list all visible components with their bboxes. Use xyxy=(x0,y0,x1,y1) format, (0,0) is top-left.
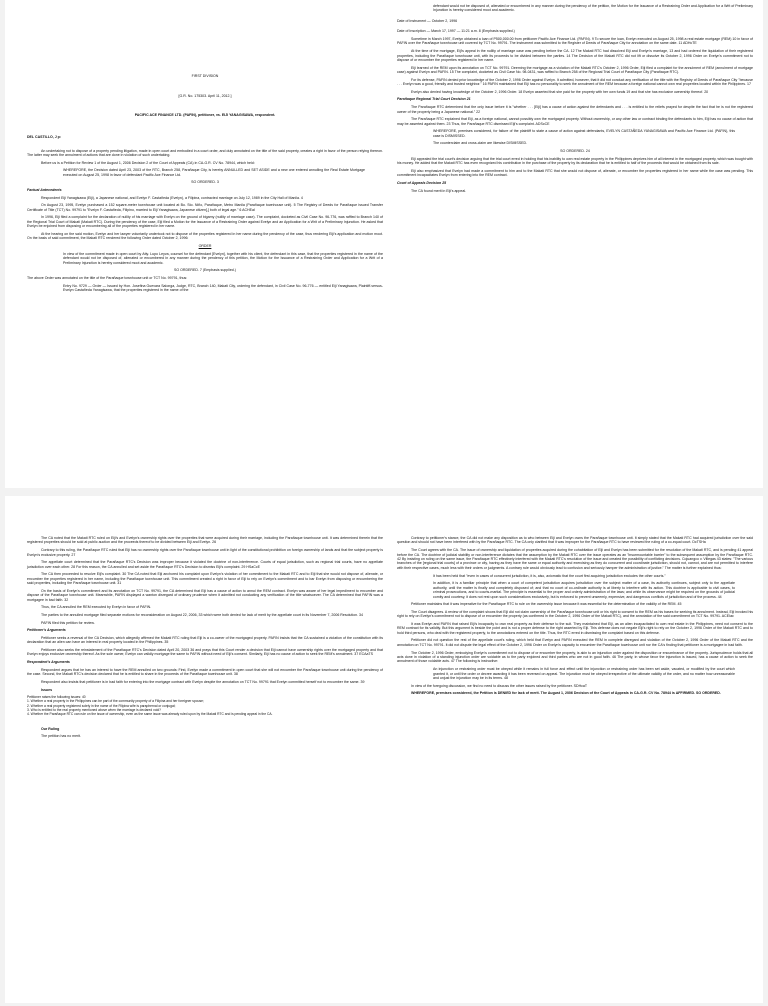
section-heading: Petitioner's Arguments xyxy=(27,628,66,633)
quoted-dispositive: WHEREFORE, the Decision dated April 23, 2003 of the RTC, Branch 258, Parañaque City, is hereby ANNULLED and SET ASIDE and a new one entered annulling the Real Estate Mortgage executed on August 25, 1998 in favor of defendant Pacific Ace Finance Ltd. xyxy=(63,168,365,177)
paragraph: Thus, the CA annulled the REM executed by Evelyn in favor of PAFIN. xyxy=(41,605,152,610)
paragraph: PAFIN filed this petition for review. xyxy=(41,620,95,625)
paragraph: The petition has no merit. xyxy=(41,734,82,739)
dispositive-paragraph: WHEREFORE, premises considered, the Petition is DENIED for lack of merit. The August 1, 2006 Decision of the Court of Appeals in CA-G.R. CV No. 78944 is AFFIRMED. SO ORDERED. xyxy=(411,691,721,696)
so-ordered: SO ORDERED. 7 (Emphasis supplied.) xyxy=(174,268,236,273)
order-title: ORDER xyxy=(198,244,212,249)
paragraph: The Parañaque RTC explained that Eiji, as a foreign national, cannot possibly own the mortgaged property. Without ownership, or any other law or contract binding the defendants to him, Eiji has no cause of action that may be asserted against them. 23 Thus, the Parañaque RTC dismissed Eiji's complaint. ADScCE xyxy=(397,117,753,126)
paragraph: The CA found merit in Eiji's appeal. xyxy=(411,188,467,193)
paragraph: The CA noted that the Makati RTC ruled on Eiji's and Evelyn's ownership rights over the properties that were acquired during their marriage, including the Parañaque townhouse unit. It was determined therein that the registered properties should be sold at public auction and the proceeds thereof to be divided between Eiji and Evelyn. 26 xyxy=(27,536,383,545)
section-heading: Parañaque Regional Trial Court Decision 21 xyxy=(397,97,471,102)
paragraph: Sometime in March 1997, Evelyn obtained a loan of P500,000.00 from petitioner Pacific Ace Finance Ltd. (PAFIN). 9 To secure the loan, Evelyn executed on August 25, 1998 a real estate mortgage (REM) 10 in favor of PAFIN over the Parañaque townhouse unit covered by TCT No. 99791. The instrument was submitted to the Register of Deeds of Parañaque City for annotation on the same date. 11 ADHcTE xyxy=(397,37,753,46)
paragraph: The Court agrees with the CA. The issue of ownership and liquidation of properties acquired during the cohabitation of Eiji and Evelyn has been submitted for the resolution of the Makati RTC, and is pending 41 appeal before the CA. The doctrine of judicial stability or non-interference dictates that the assumption by the Makati RTC over the issue operates as an "insurmountable barrier" to the subsequent assumption by the Parañaque RTC. 42 By insisting on ruling on the same issue, the Parañaque RTC effectively interfered with the Makati RTC's resolution of the issue and created the possibility of conflicting decisions. Cojuangco v. Villegas 43 states: "The various branches of the [regional trial courts] of a province or city, having as they have the same or equal authority and exercising as they do concurrent and coordinate jurisdiction, should not, cannot, and are not permitted to interfere with their respective cases, much less with their orders or judgments. A contrary rule would obviously lead to confusion and seriously hamper the administration of justice." The matter is further explained thus: xyxy=(397,548,753,570)
ruling-heading: Our Ruling xyxy=(41,726,60,731)
case-parties: PACIFIC ACE FINANCE LTD. (PAFIN), petitioner, vs. EIJI YANAGISAWA, respondent. xyxy=(134,113,276,118)
paragraph: Contrary to this ruling, the Parañaque RTC ruled that Eiji has no ownership rights over the Parañaque townhouse unit in light of the constitutional prohibition on foreign ownership of lands and that the subject property is Evelyn's exclusive property. 27 xyxy=(27,548,383,557)
paragraph: An undertaking not to dispose of a property pending litigation, made in open court and embodied in a court order, and duly annotated on the title of the said property, creates a right in favor of the person relying thereon. The latter may seek the annulment of actions that are done in violation of such undertaking. xyxy=(27,148,383,158)
page1-right-column xyxy=(397,4,753,196)
paragraph: Respondent Eiji Yanagisawa (Eiji), a Japanese national, and Evelyn F. Castañeda (Evelyn), a Filipina, contracted marriage on July 12, 1989 in the City Hall of Manila. 4 xyxy=(41,195,303,200)
paragraph: Contrary to petitioner's stance, the CA did not make any disposition as to who between Eiji and Evelyn owns the Parañaque townhouse unit. It simply stated that the Makati RTC had acquired jurisdiction over the said question and should not have been interfered with by the Parañaque RTC. The CA only clarified that it was improper for the Parañaque RTC to have reviewed the ruling of a co-equal court. DcTSHa xyxy=(397,536,753,545)
paragraph: The parties to the annulled mortgage filed separate motions for reconsideration on August 22, 2006, 33 which were both denied for lack of merit by the appellate court in its November 7, 2006 Resolution. 34 xyxy=(41,613,363,618)
issues-intro: Petitioner raises the following issues: 40 xyxy=(27,695,86,700)
paragraph: Eiji appealed the trial court's decision arguing that the trial court erred in holding that his inability to own real estate property in the Philippines deprives him of all interest in the mortgaged property, which was bought with his money. He added that the Makati RTC has even recognized his contribution in the purchase of the property by its declaration that he is entitled to half of the proceeds that would be obtained from its sale. xyxy=(397,156,753,166)
case-number: [G.R. No. 175303. April 11, 2012.] xyxy=(178,93,232,98)
section-heading: Court of Appeals Decision 25 xyxy=(397,180,447,185)
issue-item: 4. Whether the Parañaque RTC can rule on the issue of ownership, even as the same issue was already ruled upon by the Makati RTC and is pending appeal in the CA. xyxy=(27,712,273,717)
quoted-dispositive: The counterclaim and cross-claim are likewise DISMISSED. xyxy=(433,141,528,146)
quoted-entry-continued: defendant would not be disposed of, alienated or encumbered in any manner during the pendency of the petition, the Motion for the Issuance of a Restraining Order and Application for a Writ of Preliminary Injunction is hereby considered moot and academic. xyxy=(433,4,753,13)
paragraph: On August 23, 1995, Evelyn purchased a 152 square-meter townhouse unit located at Bo. Sto. Niño, Parañaque, Metro Manila (Parañaque townhouse unit). 5 The Registry of Deeds for Parañaque issued Transfer Certificate of Title (TCT) No. 99791 to "Evelyn F. Castañeda, Filipino, married to Eiji Yanagisawa, Japanese citizen[,] both of legal age." 6 ACHEaI xyxy=(27,203,383,212)
paragraph: The Parañaque RTC determined that the only issue before it is "whether . . . [Eiji] has a cause of action against the defendants and . . . is entitled to the reliefs prayed for despite the fact that he is not the registered owner of the property being a Japanese national." 22 xyxy=(397,105,753,114)
issues-heading: Issues xyxy=(41,687,53,692)
issue-item: 3. Who is entitled to the real property mentioned above when the marriage is declared void? xyxy=(27,708,161,713)
paragraph: Eiji also emphasized that Evelyn had made a commitment to him and to the Makati RTC that she would not dispose of, alienate, or encumber the properties registered in her name while the case was pending. This commitment incapacitates Evelyn from entering into the REM contract. xyxy=(397,168,753,178)
paragraph: Petitioner seeks a reversal of the CA Decision, which allegedly affirmed the Makati RTC ruling that Eiji is a co-owner of the mortgaged property. PAFIN insists that the CA sustained a violation of the constitution with its declaration that an alien can have an interest in real property located in the Philippines. 35 xyxy=(27,635,383,645)
ponente: DEL CASTILLO, J p: xyxy=(27,134,62,139)
quoted-entry: Entry No. 9729 — Order — Issued by Hon. Josefina Guevara Salonga, Judge, RTC, Branch 140, Makati City, ordering the defendant, in Civil Case No. 96-776 — entitled Eiji Yanagisawa, Plaintiff-versus-Evelyn Castañeda Yanagisawa, that the properties registered in the name of the xyxy=(63,283,383,292)
paragraph: The CA then proceeded to resolve Eiji's complaint. 30 The CA noted that Eiji anchored his complaint upon Evelyn's violation of her commitment to the Makati RTC and to Eiji that she would not dispose of, alienate, or encumber the properties registered in her name, including the Parañaque townhouse unit. This commitment created a right in favor of Eiji to rely on Evelyn's commitment and to bar Evelyn from disposing or encumbering the said properties, including the Parañaque townhouse unit. 31 xyxy=(27,572,383,586)
paragraph: The appellate court determined that the Parañaque RTC's Decision was improper because it violated the doctrine of non-interference. Courts of equal jurisdiction, such as regional trial courts, have no appellate jurisdiction over each other. 28 For this reason, the CA annulled and set aside the Parañaque RTC's Decision to dismiss Eiji's complaint. 29 HSaCcE xyxy=(27,560,383,569)
division-heading: FIRST DIVISION xyxy=(191,74,219,78)
date-of-inscription: Date of Inscription — March 17, 1997 — 11:21 a.m. 8 (Emphasis supplied.) xyxy=(397,29,515,34)
so-ordered: SO ORDERED. 3 xyxy=(191,180,219,185)
paragraph: Respondent argues that he has an interest to have the REM annulled on two grounds: First, Evelyn made a commitment in open court that she will not encumber the Parañaque townhouse unit during the pendency of the case. Second, the Makati RTC's decision declared that he is entitled to share in the proceeds of the Parañaque townhouse unit. 38 xyxy=(27,667,383,677)
paragraph: Respondent also insists that petitioner is in bad faith for entering into the mortgage contract with Evelyn despite the annotation on TCT No. 99791 that Evelyn committed herself not to encumber the same. 39 xyxy=(41,679,365,684)
paragraph: In view of the foregoing discussion, we find no need to discuss the other issues raised by the petitioner. SDHcaT xyxy=(411,683,588,688)
paragraph: Petitioner did not question the rest of the appellate court's ruling, which held that Evelyn and PAFIN executed the REM in complete disregard and violation of the October 2, 1996 Order of the Makati RTC and the annotation on TCT No. 99791. It did not dispute the legal effect of the October 2, 1996 Order on Evelyn's capacity to encumber the Parañaque townhouse unit nor the CA's finding that petitioner is a mortgagee in bad faith. xyxy=(397,638,753,647)
quoted-order: In view of the commitment made in open court by Atty. Lupo Leyva, counsel for the defendant [Evelyn], together with his client, the defendant in this case, that the properties registered in the name of the defendant would not be disposed of, alienated or encumbered in any manner during the pendency of this petition, the Motion for the Issuance of a Restraining Order and Application for a Writ of a Preliminary Injunction is hereby considered moot and academic. xyxy=(63,251,383,265)
paragraph: It was Evelyn and PAFIN that raised Eiji's incapacity to own real property as their defense to the suit. They maintained that Eiji, as an alien incapacitated to own real estate in the Philippines, need not consent to the REM contract for its validity. But this argument is beside the point and is not a proper defense to the right asserted by Eiji. This defense does not negate Eiji's right to rely on the October 2, 1996 Order of the Makati RTC and to hold third persons, who deal with the registered property, to the annotations entered on the title. Thus, the RTC erred in dismissing the complaint based on this defense. xyxy=(397,621,753,635)
issue-item: 1. Whether a real property in the Philippines can be part of the community property of a Filipina and her foreigner spouse; xyxy=(27,699,204,704)
page2-left-column xyxy=(27,500,383,742)
page1-left-column xyxy=(27,4,383,296)
paragraph: On the basis of Evelyn's commitment and its annotation on TCT No. 99791, the CA determined that Eiji has a cause of action to annul the REM contract. Evelyn was aware of her legal impediment to encumber and dispose of the Parañaque townhouse unit. Meanwhile, PAFIN displayed a wanton disregard of ordinary prudence when it admitted not conducting any verification of the title whatsoever. The CA determined that PAFIN was a mortgagee in bad faith. 32 xyxy=(27,588,383,602)
paragraph: Petitioner also seeks the reinstatement of the Parañaque RTC's Decision dated April 20, 2003 36 and prays that this Court render a decision that Eiji cannot have ownership rights over the mortgaged property and that Evelyn enjoys exclusive ownership thereof. As the sole owner, Evelyn can validly mortgage the same to PAFIN without need of Eiji's consent. Similarly, Eiji has no cause of action to seek the REM's annulment. 37 ECAaTS xyxy=(27,648,383,657)
quoted-dispositive: WHEREFORE, premises considered, for failure of the plaintiff to state a cause of action against defendants, EVELYN CASTAÑEDA YANAGISAWA and Pacific Ace Finance Ltd. (PAFIN), this case is DISMISSED. xyxy=(433,129,735,138)
quoted-text: An injunction or restraining order must be obeyed while it remains in full force and effect until the injunction or restraining order has been set aside, vacated, or modified by the court which granted it, or until the order or decree awarding it has been reversed on appeal. The injunction must be obeyed irrespective of the ultimate validity of the order, and no matter how unreasonable and unjust the injunction may be in its terms. 48 xyxy=(433,667,735,681)
document-page-2 xyxy=(5,496,763,1003)
paragraph: The October 2, 1996 Order, embodying Evelyn's commitment not to dispose of or encumber the property, is akin to an injunction order against the disposition or encumbrance of the property. Jurisprudence holds that all acts done in violation of a standing injunction order are voidable as to the party enjoined and third parties who are not in good faith. 46 The party, in whose favor the injunction is issued, has a cause of action to seek the annulment of those voidable acts. 47 The following is instructive: xyxy=(397,650,753,664)
paragraph: At the time of the mortgage, Eiji's appeal in the nullity of marriage case was pending before the CA. 12 The Makati RTC had dissolved Eiji and Evelyn's marriage, 13 and had ordered the liquidation of their registered properties, including the Parañaque townhouse unit, with its proceeds to be divided between the parties. 14 The Decision of the Makati RTC did not lift or dissolve its October 2, 1996 Order on Evelyn's commitment not to dispose of or encumber the properties registered in her name. xyxy=(397,49,753,62)
paragraph: Before us is a Petition for Review 1 of the August 1, 2006 Decision 2 of the Court of Appeals (CA) in CA-G.R. CV No. 78944, which held: xyxy=(41,160,255,165)
quoted-text: In addition, it is a familiar principle that when a court of competent jurisdiction acquires jurisdiction over the subject matter of a case, its authority continues, subject only to the appellate authority, until the matter is finally and completely disposed of; and that no court of co-ordinate authority is at liberty to interfere with its action. This doctrine is applicable to civil cases, to criminal prosecutions, and to courts-martial. The principle is essential to the proper and orderly administration of the laws; and while its observance might be required on the grounds of judicial comity and courtesy, it does not rest upon such considerations exclusively, but is enforced to prevent unseemly, expensive, and dangerous conflicts of jurisdiction and of the process. 44 xyxy=(433,581,735,599)
paragraph: For its defense, PAFIN denied prior knowledge of the October 2, 1996 Order against Evelyn. It admitted, however, that it did not conduct any verification of the title with the Registry of Deeds of Parañaque City "because . . . Evelyn was a good, friendly and trusted neighbor." 16 PAFIN maintained that Eiji has no personality to seek the annulment of the REM because a foreign national cannot own real properties located within the Philippines. 17 xyxy=(397,77,753,87)
section-heading: Factual Antecedents xyxy=(27,188,62,193)
page2-right-column xyxy=(397,500,753,699)
paragraph: The Court disagrees. A review of the complaint shows that Eiji did not claim ownership of the Parañaque townhouse unit or his right to consent to the REM as his bases for seeking its annulment. Instead, Eiji invoked his right to rely on Evelyn's commitment not to dispose of or encumber the property (as confirmed in the October 2, 1996 Order of the Makati RTC), and the annotation of the said commitment on TCT No. 99791. ACEIac xyxy=(397,609,753,619)
paragraph: At the hearing on the said motion, Evelyn and her lawyer voluntarily undertook not to dispose of the properties registered in her name during the pendency of the case, thus rendering Eiji's application and motion moot. On the basis of said commitment, the Makati RTC rendered the following Order dated October 2, 1996: xyxy=(27,231,383,241)
paragraph: Eiji learned of the REM upon its annotation on TCT No. 99791. Deeming the mortgage as a violation of the Makati RTC's October 2, 1996 Order, Eiji filed a complaint for the annulment of REM (annulment of mortgage case) against Evelyn and PAFIN. 15 The complaint, docketed as Civil Case No. 98-0431, was raffled to Branch 258 of the Regional Trial Court of Parañaque City (Parañaque RTC). xyxy=(397,65,753,75)
paragraph: Evelyn also denied having knowledge of the October 2, 1996 Order. 18 Evelyn asserted that she paid for the property with her own funds 19 and that she has exclusive ownership thereof. 20 xyxy=(411,89,709,94)
paragraph: The above Order was annotated on the title of the Parañaque townhouse unit or TCT No. 99791, thus: xyxy=(27,275,188,280)
date-of-instrument: Date of Instrument — October 2, 1996 xyxy=(397,18,458,23)
paragraph: Petitioner maintains that it was imperative for the Parañaque RTC to rule on the ownership issue because it was essential for the determination of the validity of the REM. 45 xyxy=(411,602,682,607)
document-page-1 xyxy=(5,0,763,488)
issues-list xyxy=(27,695,383,716)
section-heading: Respondent's Arguments xyxy=(27,660,70,665)
quoted-text: It has been held that "even in cases of concurrent jurisdiction, it is, also, axiomatic that the court first acquiring jurisdiction excludes the other courts." xyxy=(433,573,666,578)
paragraph: In 1996, Eiji filed a complaint for the declaration of nullity of his marriage with Evelyn on the ground of bigamy (nullity of marriage case). The complaint, docketed as Civil Case No. 96-776, was raffled to Branch 140 of the Regional Trial Court of Makati (Makati RTC). During the pendency of the case, Eiji filed a Motion for the Issuance of a Restraining Order against Evelyn and an Application for a Writ of a Preliminary Injunction. He asked that Evelyn be enjoined from disposing or encumbering all of the properties registered in her name. xyxy=(27,215,383,229)
issue-item: 2. Whether a real property registered solely in the name of the Filipina wife is paraphernal or conjugal; xyxy=(27,703,176,708)
so-ordered: SO ORDERED. 24 xyxy=(560,149,590,154)
